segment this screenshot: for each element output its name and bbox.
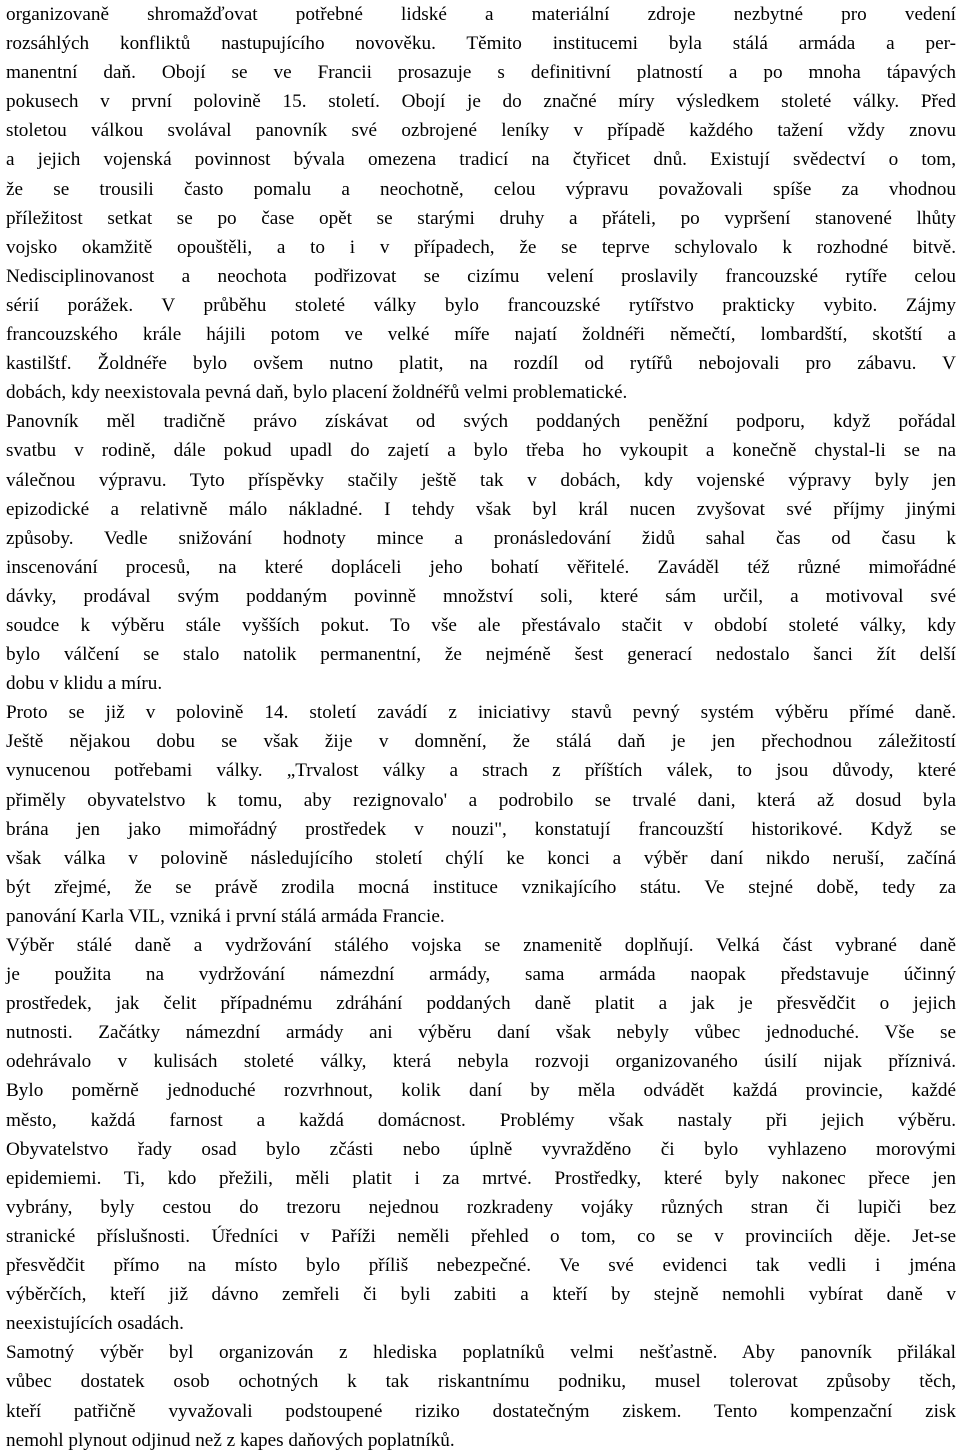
paragraph [6,1338,956,1454]
text-line: panování Karla VIL, vzniká i první stálá armáda Francie. [6,905,445,927]
text-line: francouzského krále hájili potom ve velké míře najatí žoldnéři němečtí, lombardští, skotští a [6,324,956,346]
text-line: město, každá farnost a každá domácnost. Problémy však nastaly při jejich výběru. [6,1109,956,1131]
text-line: kteří patřičně vyvažovali podstoupené riziko dostatečným ziskem. Tento kompenzační zisk [6,1400,956,1422]
text-line: manentní daň. Obojí se ve Francii prosazuje s definitivní platností a po mnoha tápavých [6,62,956,84]
text-line: rozsáhlých konfliktů nastupujícího novověku. Těmito institucemi byla stálá armáda a per- [6,33,956,55]
text-line: sérií porážek. V průběhu stoleté války bylo francouzské rytířstvo prakticky vybito. Zájmy [6,294,956,316]
text-line: nutnosti. Začátky námezdní armády ani výběru daní však nebyly vůbec jednoduché. Vše se [6,1022,956,1044]
text-line: soudce k výběru stále vyšších pokut. To vše ale přestávalo stačit v období stoleté války, kdy [6,614,956,636]
paragraph [6,0,956,407]
text-line: vybrány, byly cestou do trezoru nejednou rozkradeny vojáky různých stran či lupiči bez [6,1196,956,1218]
text-line: organizovaně shromažďovat potřebné lidské a materiální zdroje nezbytné pro vedení [6,4,956,25]
document-page [6,0,956,1455]
text-line: stranické příslušnosti. Úředníci v Paříži neměli přehled o tom, co se v provinciích děje. Jet-se [6,1225,956,1247]
text-line: Obyvatelstvo řady osad bylo zčásti nebo úplně vyvražděno či bylo vyhlazeno morovými [6,1138,956,1160]
text-line: svatbu v rodině, dále pokud upadl do zajetí a bylo třeba ho vykoupit a konečně chystal-li se na [6,440,956,462]
text-line: Ještě nějakou dobu se však žije v domnění, že stálá daň je jen přechodnou záležitostí [6,731,956,753]
text-line: inscenování procesů, na které dopláceli jeho bohatí věřitelé. Zaváděl též různé mimořádné [6,556,956,578]
text-line: že se trousili často pomalu a neochotně, celou výpravu považovali spíše za vhodnou [6,178,956,200]
text-line: odehrávalo v kulisách stoleté války, která nebyla rozvoji organizovaného úsilí nijak příznivá. [6,1051,956,1073]
text-line: Samotný výběr byl organizován z hlediska poplatníků velmi nešťastně. Aby panovník přilákal [6,1342,956,1364]
text-line: prostředek, jak čelit případnému zdráhání poddaných daně platit a jak je přesvědčit o jejich [6,993,956,1015]
text-line: stoletou válkou svolával panovník své ozbrojené leníky v případě každého tažení vždy znovu [6,120,956,142]
text-line: způsoby. Vedle snižování hodnoty mince a pronásledování židů sahal čas od času k [6,527,956,549]
text-line: pokusech v první polovině 15. století. Obojí je do značné míry výsledkem stoleté války. Před [6,91,956,113]
text-line: vůbec dostatek osob ochotných k tak riskantnímu podniku, musel tolerovat způsoby těch, [6,1371,956,1393]
paragraph [6,931,956,1338]
text-line: epidemiemi. Ti, kdo přežili, měli platit i za mrtvé. Prostředky, které byly nakonec přece jen [6,1167,956,1189]
text-line: je použita na vydržování námezdní armády, sama armáda naopak představuje účinný [6,964,956,986]
text-line: Proto se již v polovině 14. století zavádí z iniciativy stavů pevný systém výběru přímé daně. [6,702,956,724]
paragraph [6,698,956,931]
text-line: Bylo poměrně jednoduché rozvrhnout, kolik daní by měla odvádět každá provincie, každé [6,1080,956,1102]
text-line: válečnou výpravu. Tyto příspěvky stačily ještě tak v dobách, kdy vojenské výpravy byly jen [6,469,956,491]
text-line: vojsko okamžitě opouštěli, a to i v případech, že se teprve schylovalo k rozhodné bitvě. [6,236,956,258]
text-line: nemohl plynout odjinud než z kapes daňových poplatníků. [6,1429,455,1451]
text-line: však válka v polovině následujícího století chýlí ke konci a výběr daní nikdo neruší, začíná [6,847,956,869]
text-line: dávky, prodával svým poddaným povinně množství soli, které sám určil, a motivoval své [6,585,956,607]
text-line: přesvědčit přímo na místo bylo příliš nebezpečné. Ve své evidenci tak vedli i jména [6,1255,956,1277]
text-line: být zřejmé, že se právě zrodila mocná instituce vznikajícího státu. Ve stejné době, tedy za [6,876,956,898]
text-line: bylo válčení se stalo natolik permanentní, že nejméně šest generací nedostalo šanci žít delší [6,644,956,666]
text-line: neexistujících osadách. [6,1313,184,1335]
text-line: a jejich vojenská povinnost bývala omezena tradicí na čtyřicet dnů. Existují svědectví o tom, [6,149,956,171]
text-line: výběrčích, kteří již dávno zemřeli či byli zabiti a kteří by stejně nemohli vybírat daně v [6,1284,956,1306]
text-line: dobu v klidu a míru. [6,673,163,695]
text-line: přiměly obyvatelstvo k tomu, aby rezignovalo' a podrobilo se trvalé dani, která až dosud byla [6,789,956,811]
text-line: vynucenou potřebami války. „Trvalost války a strach z příštích válek, to jsou důvody, které [6,760,956,782]
text-line: Nedisciplinovanost a neochota podřizovat se cizímu velení proslavily francouzské rytíře celou [6,265,956,287]
text-line: dobách, kdy neexistovala pevná daň, bylo placení žoldnéřů velmi problematické. [6,382,628,404]
text-line: Výběr stálé daně a vydržování stálého vojska se znamenitě doplňují. Velká část vybrané daně [6,935,956,956]
text-line: brána jen jako mimořádný prostředek v nouzi", konstatují francouzští historikové. Když se [6,818,956,840]
text-line: kastilštf. Žoldnéře bylo ovšem nutno platit, na rozdíl od rytířů nebojovali pro zábavu. V [6,353,956,375]
text-line: příležitost setkat se po čase opět se starými druhy a přáteli, po vypršení stanovené lhůty [6,207,956,229]
text-line: Panovník měl tradičně právo získávat od svých poddaných peněžní podporu, když pořádal [6,411,956,433]
text-line: epizodické a relativně málo nákladné. I tehdy však byl král nucen zvyšovat své příjmy jinými [6,498,956,520]
paragraph [6,407,956,698]
